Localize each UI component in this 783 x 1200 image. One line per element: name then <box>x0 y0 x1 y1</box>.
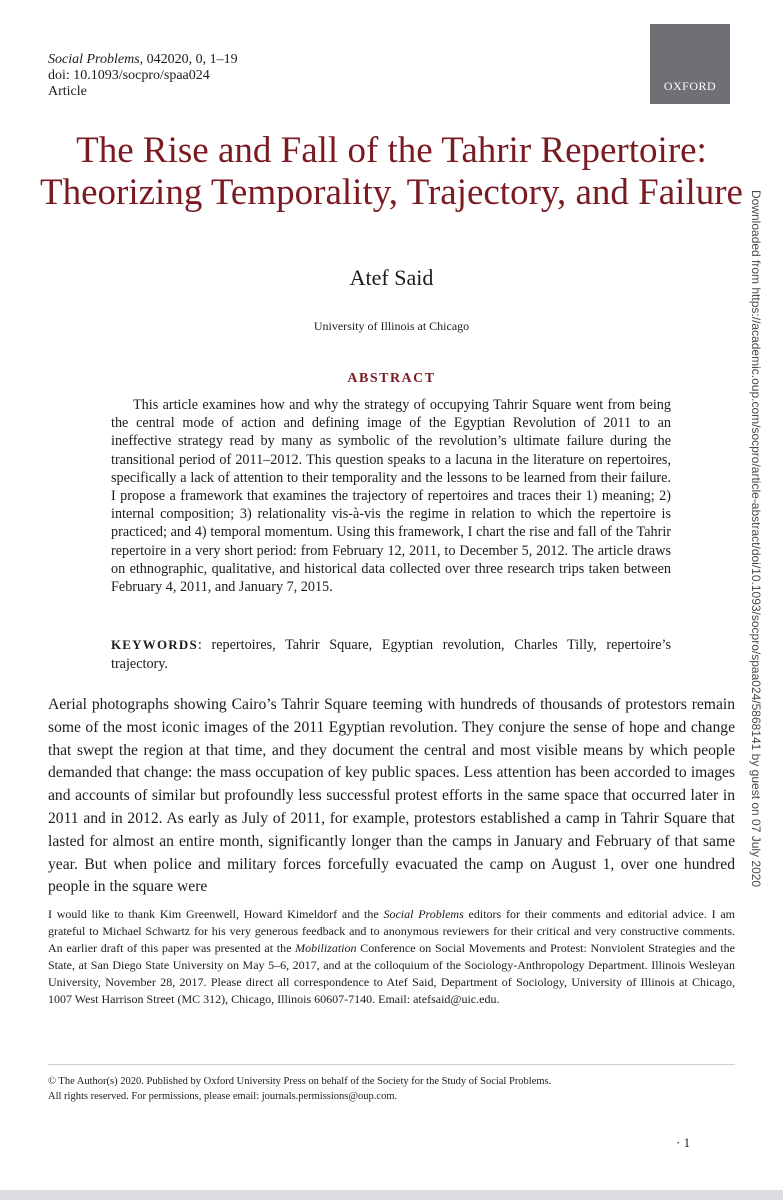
abstract-heading: ABSTRACT <box>347 371 436 386</box>
copyright-line-2: All rights reserved. For permissions, please email: journals.permissions@oup.com. <box>48 1091 398 1102</box>
footnote-text-2: editors for their comments and editorial advice. I am grateful to Michael Schwartz for his very generous feedback and to anonymous reviewers for their critical and very constructive comments. An earlier draft of this paper was presented at the <box>48 907 736 955</box>
page-bottom-edge <box>0 1190 783 1200</box>
article-title: The Rise and Fall of the Tahrir Repertoire: Theorizing Temporality, Trajectory, and Failure <box>40 130 743 213</box>
author-affiliation: University of Illinois at Chicago <box>313 319 470 333</box>
page-number: · 1 <box>676 1135 691 1150</box>
article-metadata <box>48 52 238 100</box>
footnote-text-3: Conference on Social Movements and Protest: Nonviolent Strategies and the State, at San Diego State University on May 5–6, 2017, and at the colloquium of the Sociology-Anthropology Department. Illinois Wesleyan University, November 28, 2017. Please direct all correspondence to Atef Said, Department of Sociology, University of Illinois at Chicago, 1007 West Harrison Street (MC 312), Chicago, Illinois 60607-7140. Email: atefsaid@uic.edu. <box>48 941 736 1006</box>
copyright-divider <box>48 1064 735 1065</box>
abstract-text: This article examines how and why the strategy of occupying Tahrir Square went from being the central mode of action and defining image of the Egyptian Revolution of 2011 to an ineffective strategy read by many as symbolic of the revolution’s ultimate failure during the transitional period of 2011–2012. This question speaks to a lacuna in the literature on repertoires, specifically a lack of attention to their temporality and the lessons to be learned from their failure. I propose a framework that examines the trajectory of repertoires and traces their 1) meaning; 2) internal composition; 3) relationality vis-à-vis the regime in relation to which the repertoire is practiced; and 4) temporal momentum. Using this framework, I chart the rise and fall of the Tahrir repertoire in a very short period: from February 12, 2011, to December 5, 2012. The article draws on ethnographic, qualitative, and historical data collected over three research trips taken between February 4, 2011, and January 7, 2015. <box>111 397 671 596</box>
keywords <box>111 636 671 673</box>
body-paragraph: Aerial photographs showing Cairo’s Tahrir Square teeming with hundreds of thousands of protestors remain some of the most iconic images of the 2011 Egyptian revolution. They conjure the sense of hope and change that swept the region at that time, and they document the central and most visible means by which people demanded that change: the mass occupation of key public spaces. Less attention has been accorded to images and accounts of similar but profoundly less successful protest efforts in the same space that occurred later in 2011 and in 2012. As early as July of 2011, for example, protestors established a camp in Tahrir Square that lasted for almost an entire month, significantly longer than the camps in January and February of that same year. But when police and military forces forcefully evacuated the camp on August 1, over one hundred people in the square were <box>48 696 735 896</box>
oxford-logo-text: OXFORD <box>663 79 717 93</box>
footnote-conference: Mobilization <box>295 941 357 955</box>
article-type: Article <box>48 84 87 99</box>
journal-name: Social Problems <box>48 52 140 67</box>
keywords-text: : repertoires, Tahrir Square, Egyptian revolution, Charles Tilly, repertoire’s trajectory. <box>111 637 671 672</box>
oxford-logo <box>650 24 730 104</box>
footnote-text-1: I would like to thank Kim Greenwell, Howard Kimeldorf and the <box>48 907 384 921</box>
journal-citation <box>48 52 238 68</box>
copyright-line-1: © The Author(s) 2020. Published by Oxford University Press on behalf of the Society for the Study of Social Problems. <box>48 1076 552 1087</box>
journal-issue: , 042020, 0, 1–19 <box>139 52 238 67</box>
acknowledgement-footnote <box>48 906 735 1008</box>
keywords-label: KEYWORDS <box>111 637 198 652</box>
author-name: Atef Said <box>349 265 434 290</box>
doi: doi: 10.1093/socpro/spaa024 <box>48 68 210 83</box>
copyright-notice <box>48 1074 735 1104</box>
footnote-journal: Social Problems <box>383 907 464 921</box>
download-watermark: Downloaded from https://academic.oup.com/socpro/article-abstract/doi/10.1093/socpro/spaa024/5868141 by guest on 07 July 2020 <box>749 190 763 888</box>
